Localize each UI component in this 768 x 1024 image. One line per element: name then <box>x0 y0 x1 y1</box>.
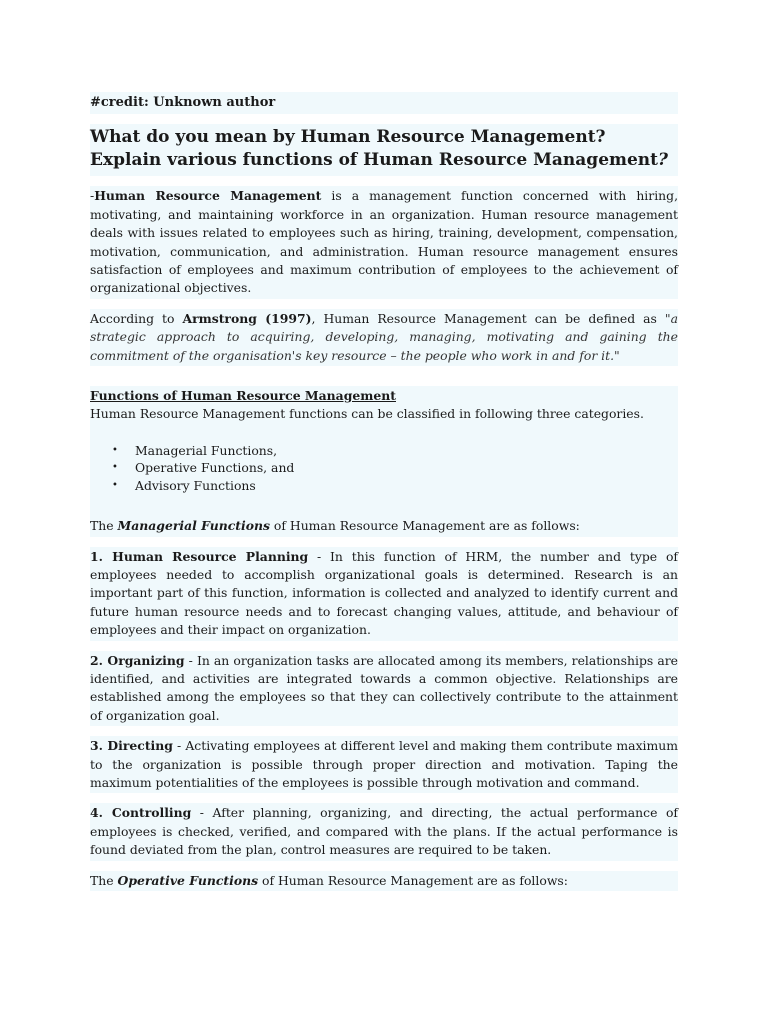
title-text: What do you mean by Human Resource Management? Explain various functions of Human Resource Management <box>90 127 659 171</box>
managerial-term: Managerial Functions <box>117 518 270 534</box>
bullet-icon: • <box>112 444 118 456</box>
item-text: - In this function of HRM, the number and type of employees needed to accomplish organizational goals is determined. Research is an important part of this function, information is collected and analyzed to identify current and future human resource needs and to forecast changing values, attitude, and behaviour of employees and their impact on organization. <box>90 548 678 638</box>
bullet-icon: • <box>112 462 118 474</box>
functions-intro: Human Resource Management functions can be classified in following three categories. <box>90 405 678 437</box>
operative-intro-post: of Human Resource Management are as follows: <box>258 872 568 888</box>
item-heading: 2. Organizing <box>90 652 185 668</box>
operative-term: Operative Functions <box>117 872 259 888</box>
intro-lead: - <box>90 188 95 204</box>
managerial-item-planning <box>90 547 678 641</box>
managerial-intro-pre: The <box>90 518 118 534</box>
item-heading: 4. Controlling <box>90 805 192 821</box>
managerial-item-directing <box>90 736 678 793</box>
managerial-item-controlling <box>90 803 678 860</box>
operative-intro-pre: The <box>90 872 118 888</box>
intro-text: is a management function concerned with hiring, motivating, and maintaining workforce in an organization. Human resource management deals with issues related to employees such as hiring, training, development, compensation, motivation, communication, and administration. Human resource management ensures satisfaction of employees and maximum contribution of employees to the achievement of organizational objectives. <box>90 188 679 296</box>
list-item <box>90 442 678 459</box>
spacer <box>90 504 678 516</box>
list-item <box>90 477 678 494</box>
definition-paragraph <box>90 309 678 366</box>
definition-pre: According to <box>90 310 183 326</box>
definition-mid: , Human Resource Management can be defined as <box>311 310 665 326</box>
list-item <box>90 459 678 476</box>
bullet-icon: • <box>112 479 118 491</box>
intro-term: Human Resource Management <box>94 188 322 204</box>
categories-list <box>90 438 678 504</box>
managerial-intro-post: of Human Resource Management are as follows: <box>269 518 580 534</box>
item-text: - In an organization tasks are allocated among its members, relationships are identified, and activities are integrated towards a common objective. Relationships are established among the employees so that they can collectively contribute to the attainment of organization goal. <box>90 652 678 723</box>
item-text: - Activating employees at different level and making them contribute maximum to the organization is possible through proper direction and motivation. Taping the maximum potentialities of the employees is possible through motivation and command. <box>90 738 678 790</box>
document-content <box>90 92 678 901</box>
operative-intro <box>90 871 678 891</box>
item-heading: 3. Directing <box>90 738 173 754</box>
managerial-intro <box>90 516 678 536</box>
definition-quote: "a strategic approach to acquiring, developing, managing, motivating and gaining the commitment of the organisation's key resource – the people who work in and for it." <box>90 310 678 363</box>
managerial-item-organizing <box>90 651 678 727</box>
definition-author: Armstrong (1997) <box>182 310 312 326</box>
category-label: Operative Functions, and <box>135 460 295 476</box>
intro-paragraph <box>90 186 678 298</box>
functions-heading: Functions of Human Resource Management <box>90 386 678 405</box>
category-label: Managerial Functions, <box>135 442 278 458</box>
title-mark: ? <box>658 150 668 171</box>
item-text: - After planning, organizing, and directing, the actual performance of employees is checked, verified, and compared with the plans. If the actual performance is found deviated from the plan, control measures are required to be taken. <box>90 805 678 858</box>
credit-line: #credit: Unknown author <box>90 92 678 114</box>
page-title <box>90 124 678 176</box>
item-heading: 1. Human Resource Planning <box>90 548 309 564</box>
category-label: Advisory Functions <box>135 477 256 493</box>
